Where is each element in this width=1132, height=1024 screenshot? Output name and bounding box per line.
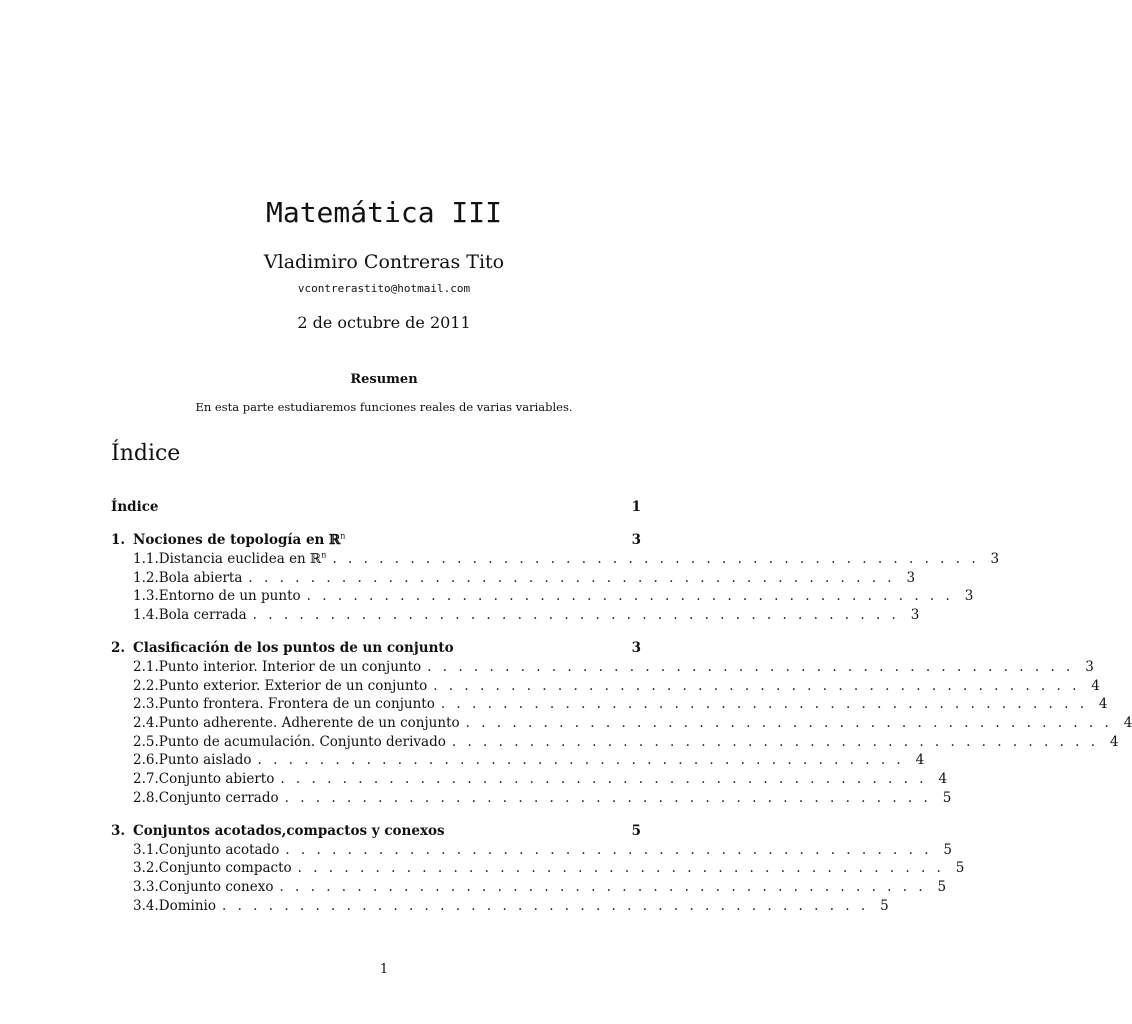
- toc-subsection-2-4[interactable]: [133, 714, 1132, 733]
- toc-leader-dots: . . . . . . . . . . . . . . . . . . . . . . . . . . . . . . . . . . . . . . . . . .: [279, 879, 927, 895]
- toc-subsection-2-3[interactable]: [133, 695, 1108, 714]
- toc-subsection-title: Punto interior. Interior de un conjunto: [158, 659, 422, 675]
- toc-page-number: 5: [631, 823, 641, 839]
- abstract-title: Resumen: [350, 372, 418, 387]
- toc-section-2[interactable]: [111, 639, 641, 658]
- toc-section-title: Conjuntos acotados,compactos y conexos: [133, 823, 445, 839]
- document-date: 2 de octubre de 2011: [297, 313, 471, 332]
- toc-subsection-title: Conjunto compacto: [158, 860, 292, 876]
- toc-subsection-number: 3.2.: [133, 860, 159, 876]
- toc-subsection-number: 2.2.: [133, 678, 159, 694]
- toc-section-3[interactable]: [111, 822, 641, 841]
- toc-subsection-title: Bola abierta: [158, 570, 243, 586]
- author-email[interactable]: vcontrerastito@hotmail.com: [297, 282, 471, 295]
- toc-subsection-2-7[interactable]: [133, 770, 948, 789]
- toc-leader-dots: . . . . . . . . . . . . . . . . . . . . . . . . . . . . . . . . . . . . . . . . . .: [306, 588, 954, 604]
- toc-section-title: Clasificación de los puntos de un conjunto: [133, 640, 454, 656]
- toc-leader-dots: . . . . . . . . . . . . . . . . . . . . . . . . . . . . . . . . . . . . . . . . . .: [440, 696, 1088, 712]
- toc-subsection-title: Punto exterior. Exterior de un conjunto: [158, 678, 428, 694]
- toc-subsection-number: 1.4.: [133, 607, 159, 623]
- document-title: Matemática III: [265, 196, 502, 229]
- toc-subsection-1-1[interactable]: [133, 550, 1000, 569]
- toc-subsection-2-5[interactable]: [133, 733, 1119, 752]
- toc-subsection-1-2[interactable]: [133, 569, 916, 588]
- toc-subsection-3-3[interactable]: [133, 878, 947, 897]
- toc-page-number: 3: [964, 588, 974, 604]
- toc-heading: Índice: [111, 441, 181, 466]
- toc-subsection-number: 2.7.: [133, 771, 159, 787]
- toc-subsection-title: Entorno de un punto: [158, 588, 301, 604]
- toc-subsection-number: 3.1.: [133, 842, 159, 858]
- toc-subsection-number: 2.4.: [133, 715, 159, 731]
- author-name: Vladimiro Contreras Tito: [263, 251, 505, 273]
- toc-leader-dots: . . . . . . . . . . . . . . . . . . . . . . . . . . . . . . . . . . . . . . . . . .: [433, 678, 1080, 694]
- toc-page-number: 3: [631, 640, 641, 656]
- toc-section-title: Nociones de topología en ℝ$^n$: [133, 531, 346, 548]
- toc-subsection-title: Punto frontera. Frontera de un conjunto: [158, 696, 435, 712]
- toc-page-number: 3: [990, 551, 1000, 567]
- toc-leader-dots: . . . . . . . . . . . . . . . . . . . . . . . . . . . . . . . . . . . . . . . . . .: [252, 607, 900, 623]
- toc-page-number: 4: [1109, 734, 1119, 750]
- toc-subsection-number: 3.3.: [133, 879, 159, 895]
- toc-subsection-title: Conjunto conexo: [158, 879, 274, 895]
- toc-subsection-title: Conjunto acotado: [158, 842, 280, 858]
- toc-leader-dots: . . . . . . . . . . . . . . . . . . . . . . . . . . . . . . . . . . . . . . . . . .: [427, 659, 1074, 675]
- toc-subsection-3-2[interactable]: [133, 859, 965, 878]
- toc-subsection-2-6[interactable]: [133, 751, 925, 770]
- toc-page-number: 3: [1085, 659, 1094, 675]
- toc-subsection-title: Distancia euclidea en ℝ$^n$: [158, 550, 327, 567]
- toc-page-number: 5: [880, 898, 889, 914]
- toc-page-number: 4: [938, 771, 948, 787]
- toc-subsection-2-1[interactable]: [133, 658, 1094, 677]
- toc-subsection-2-8[interactable]: [133, 789, 952, 808]
- toc-section-number: 2.: [111, 640, 126, 656]
- toc-subsection-title: Punto aislado: [158, 752, 252, 768]
- toc-subsection-3-4[interactable]: [133, 897, 889, 916]
- toc-section-1[interactable]: [111, 531, 641, 550]
- toc-leader-dots: . . . . . . . . . . . . . . . . . . . . . . . . . . . . . . . . . . . . . . . . . .: [285, 842, 933, 858]
- toc-section-number: 3.: [111, 823, 126, 839]
- toc-leader-dots: . . . . . . . . . . . . . . . . . . . . . . . . . . . . . . . . . . . . . . . . . .: [332, 551, 980, 567]
- toc-leader-dots: . . . . . . . . . . . . . . . . . . . . . . . . . . . . . . . . . . . . . . . . . .: [221, 898, 869, 914]
- toc-subsection-number: 1.1.: [133, 551, 159, 567]
- toc-subsection-3-1[interactable]: [133, 841, 953, 860]
- toc-subsection-title: Punto de acumulación. Conjunto derivado: [158, 734, 446, 750]
- toc-subsection-number: 2.5.: [133, 734, 159, 750]
- toc-subsection-number: 1.2.: [133, 570, 159, 586]
- toc-page-number: 5: [937, 879, 947, 895]
- toc-subsection-number: 2.8.: [133, 790, 159, 806]
- page-number: 1: [379, 962, 389, 977]
- toc-section-number: 1.: [111, 532, 126, 548]
- toc-leader-dots: . . . . . . . . . . . . . . . . . . . . . . . . . . . . . . . . . . . . . . . . . .: [257, 752, 905, 768]
- toc-leader-dots: . . . . . . . . . . . . . . . . . . . . . . . . . . . . . . . . . . . . . . . . . .: [284, 790, 932, 806]
- toc-page-number: 4: [1091, 678, 1100, 694]
- toc-leader-dots: . . . . . . . . . . . . . . . . . . . . . . . . . . . . . . . . . . . . . . . . . .: [297, 860, 945, 876]
- toc-subsection-1-4[interactable]: [133, 606, 920, 625]
- toc-page-number: 4: [1098, 696, 1108, 712]
- toc-subsection-title: Punto adherente. Adherente de un conjunto: [158, 715, 460, 731]
- toc-page-number: 5: [942, 790, 952, 806]
- toc-subsection-2-2[interactable]: [133, 677, 1100, 696]
- toc-leader-dots: . . . . . . . . . . . . . . . . . . . . . . . . . . . . . . . . . . . . . . . . . .: [465, 715, 1113, 731]
- toc-subsection-1-3[interactable]: [133, 587, 974, 606]
- toc-leader-dots: . . . . . . . . . . . . . . . . . . . . . . . . . . . . . . . . . . . . . . . . . .: [451, 734, 1099, 750]
- toc-subsection-number: 2.3.: [133, 696, 159, 712]
- toc-page-number: 3: [631, 532, 641, 548]
- toc-subsection-number: 3.4.: [133, 898, 159, 914]
- toc-subsection-number: 2.6.: [133, 752, 159, 768]
- abstract-text: En esta parte estudiaremos funciones reales de varias variables.: [195, 400, 573, 414]
- toc-subsection-number: 1.3.: [133, 588, 159, 604]
- toc-page-number: 4: [1123, 715, 1132, 731]
- toc-page-number: 1: [631, 499, 641, 515]
- toc-page-number: 3: [910, 607, 920, 623]
- toc-subsection-title: Bola cerrada: [158, 607, 247, 623]
- toc-entry-label: Índice: [111, 499, 159, 515]
- toc-subsection-number: 2.1.: [133, 659, 159, 675]
- toc-subsection-title: Dominio: [158, 898, 216, 914]
- toc-page-number: 3: [906, 570, 916, 586]
- toc-subsection-title: Conjunto cerrado: [158, 790, 279, 806]
- toc-leader-dots: . . . . . . . . . . . . . . . . . . . . . . . . . . . . . . . . . . . . . . . . . .: [248, 570, 896, 586]
- toc-leader-dots: . . . . . . . . . . . . . . . . . . . . . . . . . . . . . . . . . . . . . . . . . .: [280, 771, 928, 787]
- toc-page-number: 5: [943, 842, 953, 858]
- toc-entry-index[interactable]: [111, 498, 641, 517]
- toc-subsection-title: Conjunto abierto: [158, 771, 275, 787]
- toc-page-number: 4: [915, 752, 925, 768]
- toc-page-number: 5: [955, 860, 965, 876]
